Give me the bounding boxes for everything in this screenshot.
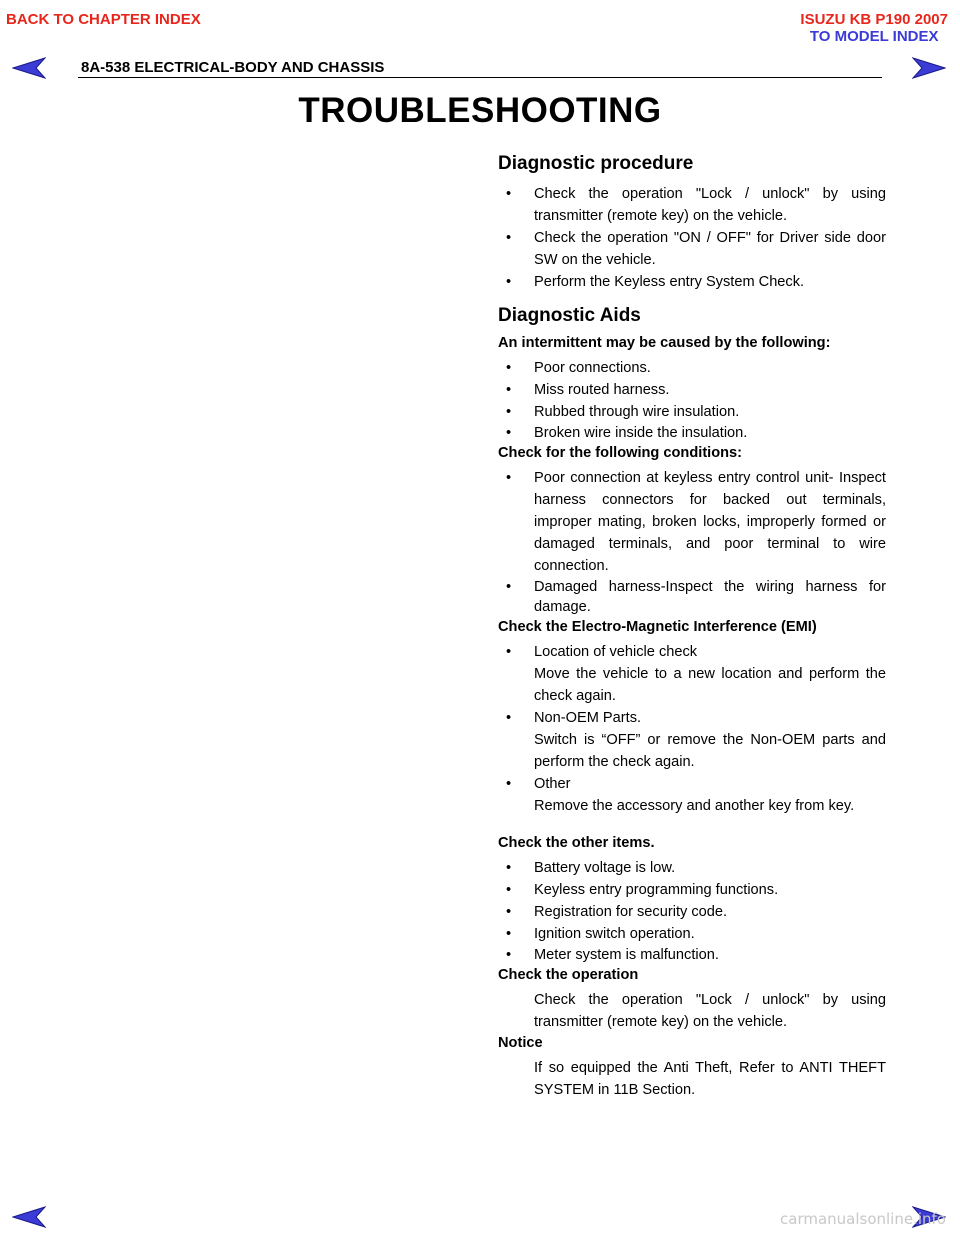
list-item: • Check the operation "ON / OFF" for Driver side door SW on the vehicle.	[506, 230, 886, 268]
model-index-block	[800, 11, 948, 45]
list-item: • Damaged harness-Inspect the wiring harness for damage.	[506, 579, 886, 615]
watermark: carmanualsonline.info	[780, 1210, 946, 1228]
diagnostic-procedure-list	[498, 183, 886, 293]
emi-detail: Move the vehicle to a new location and perform the check again.	[534, 666, 886, 704]
conditions-list	[498, 467, 886, 617]
list-item: • Poor connection at keyless entry control unit- Inspect harness connectors for backed out terminals, improper mating, broken locks, improperly formed or damaged terminals, and poor terminal to wire connection.	[506, 470, 886, 574]
check-operation-label: Check the operation	[498, 967, 639, 983]
section-header: 8A-538 ELECTRICAL-BODY AND CHASSIS	[81, 59, 385, 76]
emi-detail: Switch is “OFF” or remove the Non-OEM parts and perform the check again.	[534, 732, 886, 770]
list-item: • Rubbed through wire insulation.	[506, 404, 740, 420]
other-items-list	[498, 857, 886, 965]
other-items-label: Check the other items.	[498, 835, 655, 851]
list-item: • Non-OEM Parts.	[506, 710, 642, 726]
right-arrow-icon[interactable]	[912, 57, 946, 79]
page-title: TROUBLESHOOTING	[298, 91, 662, 130]
list-item: • Poor connections.	[506, 360, 651, 376]
list-item: • Check the operation "Lock / unlock" by using transmitter (remote key) on the vehicle.	[506, 186, 886, 224]
back-to-chapter-index-link[interactable]: BACK TO CHAPTER INDEX	[6, 11, 201, 28]
conditions-label: Check for the following conditions:	[498, 445, 743, 461]
list-item: • Ignition switch operation.	[506, 926, 695, 942]
list-item: • Broken wire inside the insulation.	[506, 425, 748, 441]
list-item: • Other	[506, 776, 571, 792]
list-item: • Perform the Keyless entry System Check.	[506, 274, 805, 290]
content-column	[498, 151, 886, 1101]
emi-detail: Remove the accessory and another key from key.	[534, 798, 855, 814]
check-operation-text: Check the operation "Lock / unlock" by using transmitter (remote key) on the vehicle.	[534, 992, 886, 1030]
intermittent-list	[498, 357, 886, 443]
notice-label: Notice	[498, 1035, 543, 1051]
to-model-index-link[interactable]: TO MODEL INDEX	[809, 28, 939, 45]
left-arrow-icon[interactable]	[12, 57, 46, 79]
left-arrow-icon[interactable]	[12, 1206, 46, 1228]
emi-label: Check the Electro-Magnetic Interference (EMI)	[498, 619, 817, 635]
emi-list	[498, 641, 886, 817]
notice-text: If so equipped the Anti Theft, Refer to ANTI THEFT SYSTEM in 11B Section.	[534, 1060, 886, 1098]
header-rule	[78, 77, 882, 78]
list-item: • Registration for security code.	[506, 904, 728, 920]
list-item: • Meter system is malfunction.	[506, 947, 719, 963]
list-item: • Miss routed harness.	[506, 382, 670, 398]
diagnostic-aids-heading: Diagnostic Aids	[498, 305, 641, 326]
list-item: • Battery voltage is low.	[506, 860, 676, 876]
intermittent-label: An intermittent may be caused by the following:	[498, 335, 831, 351]
list-item: • Keyless entry programming functions.	[506, 882, 779, 898]
list-item: • Location of vehicle check	[506, 644, 698, 660]
model-name: ISUZU KB P190 2007	[800, 11, 948, 28]
diagnostic-procedure-heading: Diagnostic procedure	[498, 153, 694, 174]
